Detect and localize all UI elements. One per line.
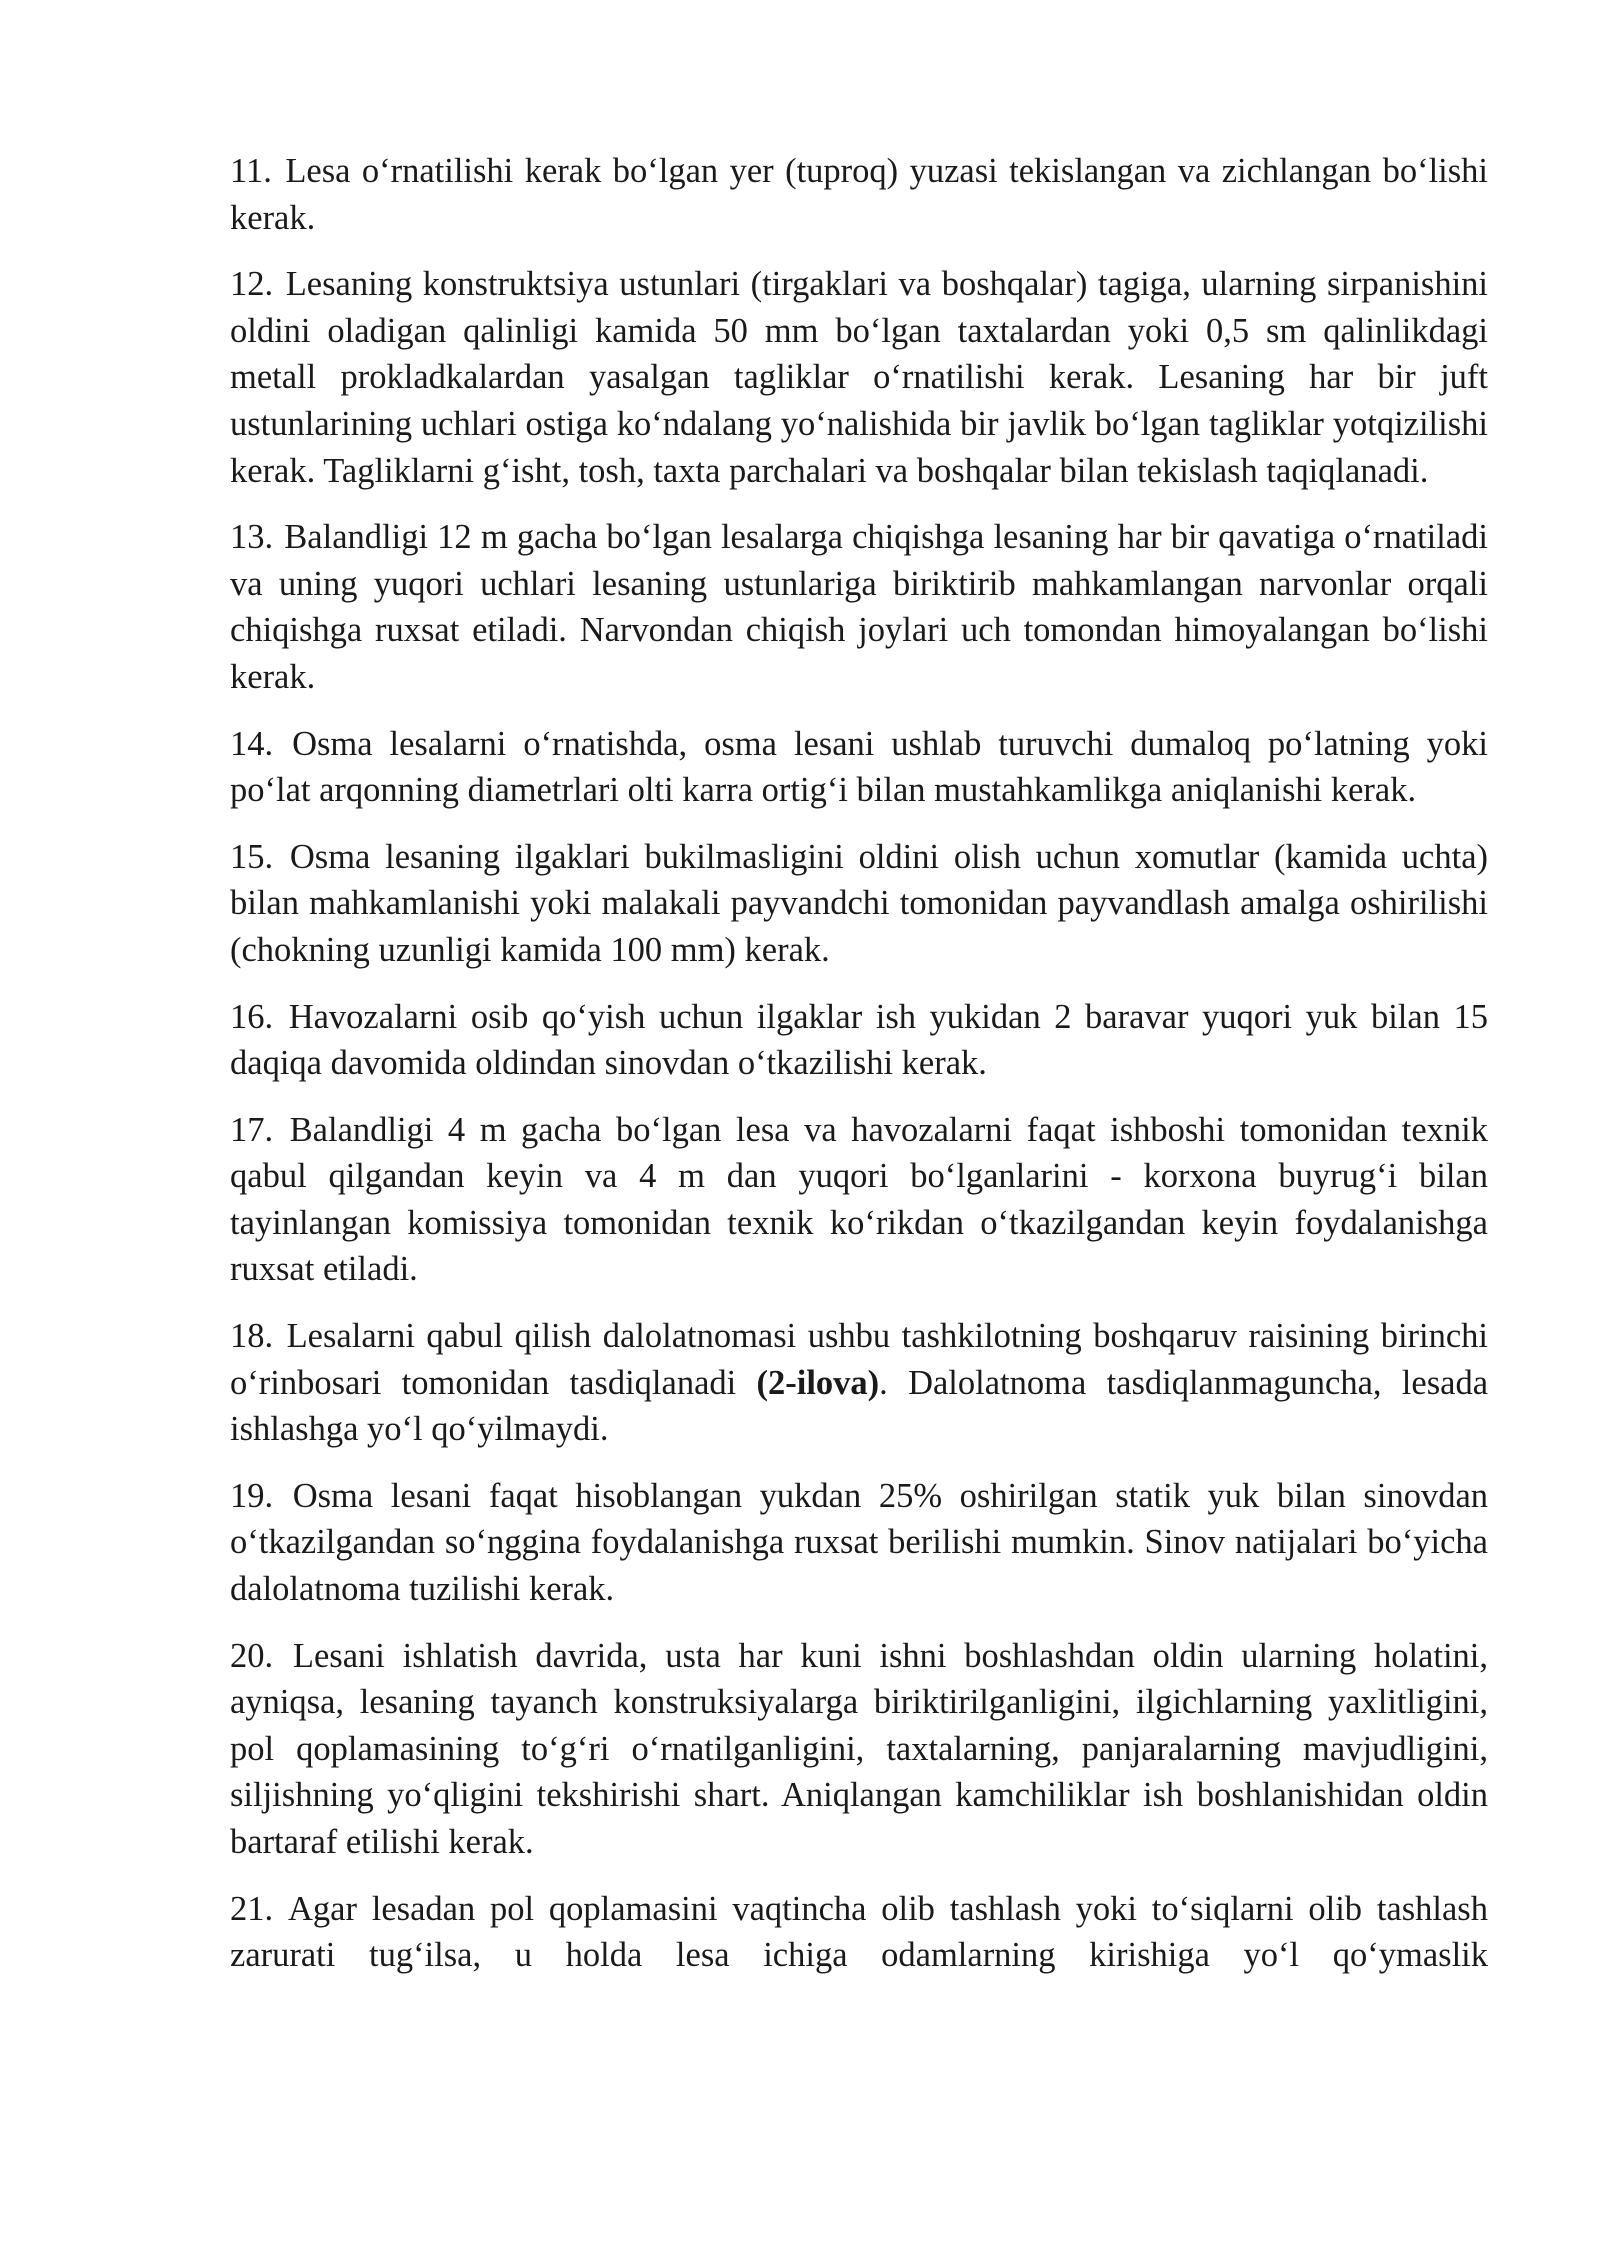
paragraph-number: 17. (230, 1110, 274, 1149)
document-page (230, 148, 1488, 1979)
paragraph-13 (230, 514, 1488, 700)
paragraph-text: Lesalarni qabul qilish dalolatnomasi ushbu tashkilotning boshqaruv raisining birinchi o‘rinbosari tomonidan tasdiqlanadi (230, 1317, 1489, 1402)
annex-reference: (2-ilova) (756, 1363, 880, 1402)
paragraph-number: 14. (230, 724, 274, 763)
paragraph-text: Balandligi 4 m gacha bo‘lgan lesa va havozalarni faqat ishboshi tomonidan texnik qabul qilgandan keyin va 4 m dan yuqori bo‘lganlarini - korxona buyrug‘i bilan tayinlangan komissiya tomonidan texnik ko‘rikdan o‘tkazilgandan keyin foydalanishga ruxsat etiladi. (230, 1110, 1488, 1289)
paragraph-15 (230, 834, 1488, 974)
paragraph-text: Lesaning konstruktsiya ustunlari (tirgaklari va boshqalar) tagiga, ularning sirpanishini oldini oladigan qalinligi kamida 50 mm bo‘lgan taxtalardan yoki 0,5 sm qalinlikdagi metall prokladkalardan yasalgan tagliklar o‘rnatilishi kerak. Lesaning har bir juft ustunlarining uchlari ostiga ko‘ndalang yo‘nalishida bir javlik bo‘lgan tagliklar yotqizilishi kerak. Tagliklarni g‘isht, tosh, taxta parchalari va boshqalar bilan tekislash taqiqlanadi. (230, 265, 1489, 490)
paragraph-number: 21. (230, 1889, 274, 1928)
paragraph-number: 16. (230, 997, 274, 1036)
paragraph-text: Lesani ishlatish davrida, usta har kuni ishni boshlashdan oldin ularning holatini, ayniqsa, lesaning tayanch konstruksiyalarga biriktirilganligini, ilgichlarning yaxlitligini, pol qoplamasining to‘g‘ri o‘rnatilganligini, taxtalarning, panjaralarning mavjudligini, siljishning yo‘qligini tekshirishi shart. Aniqlangan kamchiliklar ish boshlanishidan oldin bartaraf etilishi kerak. (230, 1636, 1489, 1861)
paragraph-19 (230, 1473, 1488, 1613)
paragraph-text: Agar lesadan pol qoplamasini vaqtincha olib tashlash yoki to‘siqlarni olib tashlash zarurati tug‘ilsa, u holda lesa ichiga odamlarning kirishiga yo‘l qo‘ymaslik (230, 1889, 1488, 1975)
paragraph-number: 20. (230, 1636, 274, 1675)
paragraph-text: Havozalarni osib qo‘yish uchun ilgaklar ish yukidan 2 baravar yuqori yuk bilan 15 daqiqa davomida oldindan sinovdan o‘tkazilishi kerak. (230, 997, 1489, 1083)
paragraph-11 (230, 148, 1488, 241)
paragraph-text: Balandligi 12 m gacha bo‘lgan lesalarga chiqishga lesaning har bir qavatiga o‘rnatiladi va uning yuqori uchlari lesaning ustunlariga biriktirib mahkamlangan narvonlar orqali chiqishga ruxsat etiladi. Narvondan chiqish joylari uch tomondan himoyalangan bo‘lishi kerak. (230, 518, 1489, 696)
paragraph-number: 13. (230, 518, 274, 557)
paragraph-number: 11. (230, 152, 272, 190)
paragraph-text-continued: . Dalolatnoma tasdiqlanmaguncha, lesada ishlashga yo‘l qo‘yilmaydi. (230, 1363, 1489, 1449)
paragraph-21 (230, 1886, 1488, 1979)
paragraph-14 (230, 721, 1488, 814)
paragraph-16 (230, 994, 1488, 1087)
paragraph-12 (230, 261, 1488, 494)
paragraph-17 (230, 1107, 1488, 1293)
paragraph-20 (230, 1633, 1488, 1866)
paragraph-number: 19. (230, 1476, 274, 1515)
paragraph-text: Osma lesani faqat hisoblangan yukdan 25% oshirilgan statik yuk bilan sinovdan o‘tkazilgandan so‘nggina foydalanishga ruxsat berilishi mumkin. Sinov natijalari bo‘yicha dalolatnoma tuzilishi kerak. (230, 1476, 1489, 1609)
paragraph-number: 15. (230, 837, 274, 876)
paragraph-text: Osma lesaning ilgaklari bukilmasligini oldini olish uchun xomutlar (kamida uchta) bilan mahkamlanishi yoki malakali payvandchi tomonidan payvandlash amalga oshirilishi (chokning uzunligi kamida 100 mm) kerak. (230, 837, 1488, 969)
paragraph-text: Osma lesalarni o‘rnatishda, osma lesani ushlab turuvchi dumaloq po‘latning yoki po‘lat arqonning diametrlari olti karra ortig‘i bilan mustahkamlikga aniqlanishi kerak. (230, 724, 1489, 810)
paragraph-number: 12. (230, 265, 274, 304)
paragraph-number: 18. (230, 1317, 274, 1356)
paragraph-18 (230, 1313, 1488, 1453)
paragraph-text: Lesa o‘rnatilishi kerak bo‘lgan yer (tuproq) yuzasi tekislangan va zichlangan bo‘lishi kerak. (230, 152, 1488, 237)
